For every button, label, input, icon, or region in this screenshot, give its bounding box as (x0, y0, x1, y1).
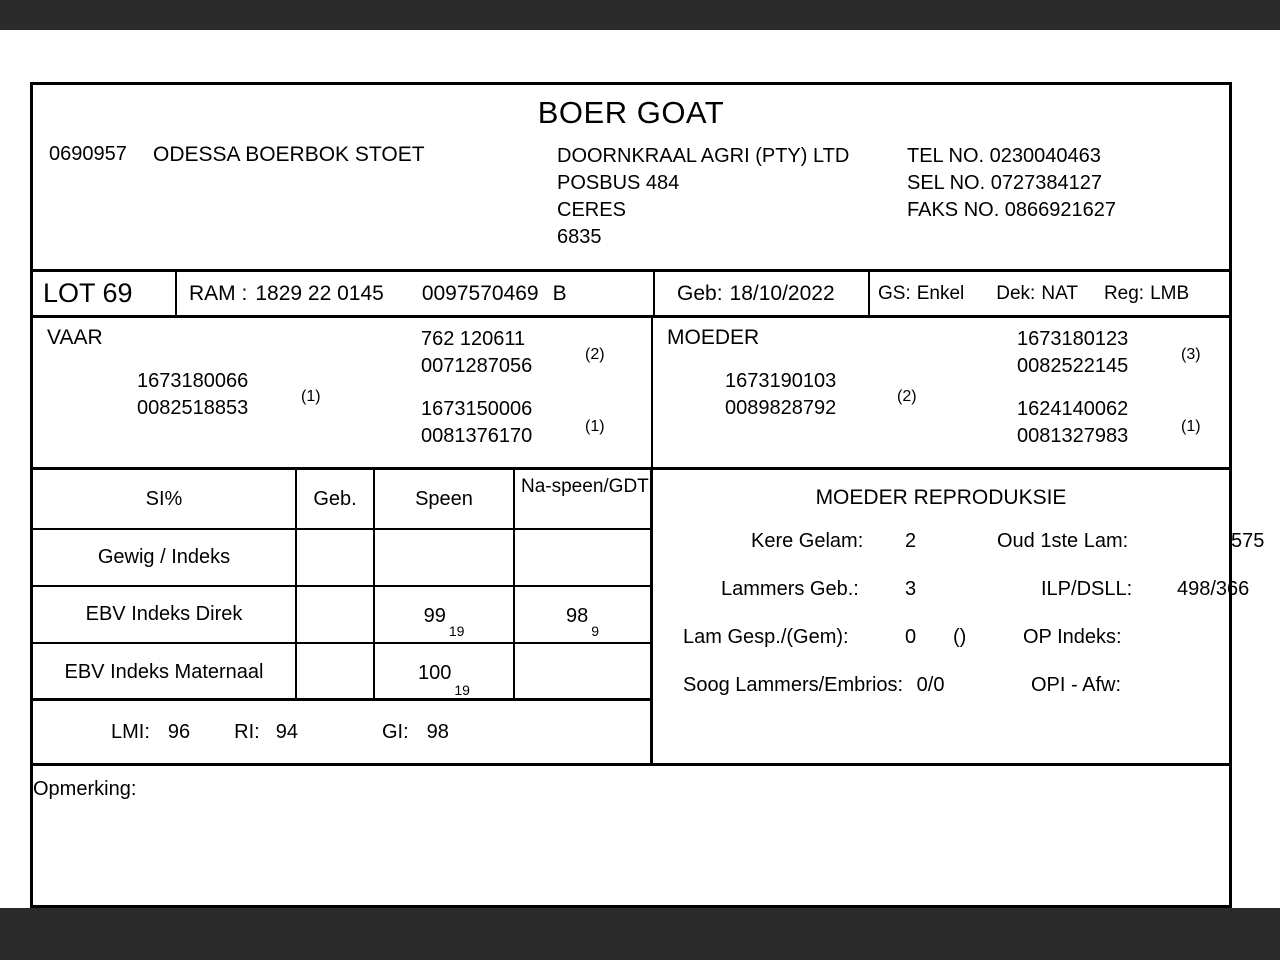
reg-value: LMB (1150, 282, 1190, 304)
dam-id-2: 0089828792 (725, 397, 837, 419)
lam-gesp-gem: () (953, 626, 967, 648)
stats-header-row (33, 470, 650, 530)
dam-note: (2) (897, 388, 917, 405)
stats-row-ebv-maternal (33, 644, 650, 701)
lot-number: LOT 69 (43, 278, 133, 308)
reg-label: Reg: (1103, 282, 1145, 304)
stats-table (33, 470, 653, 763)
stats-row-ebv-direct-geb (295, 587, 373, 642)
repro-row-soog (653, 674, 1229, 722)
kere-gelam-label: Kere Gelam: (751, 530, 864, 552)
lammers-geb-value: 3 (905, 578, 917, 600)
gs-value: Enkel (916, 282, 965, 304)
kere-gelam-value: 2 (905, 530, 917, 552)
ri-label: RI: (234, 720, 260, 743)
contact-details (907, 143, 1116, 224)
sire-ids (137, 368, 248, 422)
sire-heading: VAAR (47, 326, 103, 349)
ram-registration-number: 0097570469 (421, 281, 539, 305)
lower-section (33, 467, 1265, 763)
cell-number: SEL NO. 0727384127 (907, 172, 1102, 194)
sire-sire-ids (421, 326, 532, 380)
stats-col-speen: Speen (373, 470, 513, 528)
dam-dam-id-1: 1624140062 (1017, 398, 1129, 420)
repro-row-kere-gelam (653, 530, 1265, 578)
birth-date-value: 18/10/2022 (729, 281, 835, 305)
index-summary-row (33, 701, 653, 763)
stats-row-ebv-maternal-label: EBV Indeks Maternaal (64, 661, 264, 683)
stats-row-ebv-direct-label: EBV Indeks Direk (85, 603, 243, 625)
dam-reproduction-panel (653, 470, 1265, 763)
stats-row-weight-geb (295, 530, 373, 585)
dam-sire-id-1: 1673180123 (1017, 328, 1129, 350)
lmi-value: 96 (167, 720, 191, 743)
ram-class: B (552, 281, 567, 305)
op-indeks-label: OP Indeks: (1023, 626, 1122, 648)
sire-dam-id-2: 0081376170 (421, 425, 533, 447)
opi-afw-label: OPI - Afw: (1031, 674, 1122, 696)
stats-row-ebv-direct (33, 587, 650, 644)
birth-type-cell (868, 272, 1229, 315)
sire-id-2: 0082518853 (137, 397, 249, 419)
header-block (33, 131, 1229, 269)
sire-sire-note: (2) (585, 346, 605, 363)
lam-gesp-label: Lam Gesp./(Gem): (683, 626, 849, 648)
stats-col-geb: Geb. (295, 470, 373, 528)
repro-row-lam-gesp (653, 626, 1229, 674)
pedigree-certificate-card (30, 82, 1265, 908)
owner-line-1: DOORNKRAAL AGRI (PTY) LTD (557, 145, 850, 167)
dek-value: NAT (1041, 282, 1078, 304)
dam-ids (725, 368, 836, 422)
repro-row-lammers-geb (653, 578, 1250, 626)
owner-address (557, 143, 887, 251)
page-title: BOER GOAT (537, 95, 725, 130)
soog-lammers-label: Soog Lammers/Embrios: 0/0 (683, 674, 945, 696)
stats-row-ebv-maternal-naspeen (513, 644, 650, 701)
dam-dam-ids (1017, 396, 1128, 450)
stats-row-ebv-maternal-speen: 100 19 (373, 644, 513, 701)
sire-sire-id-2: 0071287056 (421, 355, 533, 377)
remark-section (33, 763, 1229, 891)
animal-identity (175, 272, 653, 315)
stats-row-weight-naspeen (513, 530, 650, 585)
sire-id-1: 1673180066 (137, 370, 249, 392)
gi-value: 98 (426, 720, 449, 743)
fax-number: FAKS NO. 0866921627 (907, 199, 1117, 221)
birth-date-label: Geb: (677, 281, 723, 305)
tel-number: TEL NO. 0230040463 (907, 145, 1101, 167)
stud-name: ODESSA BOERBOK STOET (153, 143, 425, 166)
lmi-label: LMI: (111, 720, 150, 743)
dam-sire-ids (1017, 326, 1128, 380)
stats-col-si: SI% (145, 487, 183, 510)
gi-label: GI: (381, 720, 409, 743)
dam-sire-id-2: 0082522145 (1017, 355, 1129, 377)
soog-lammers-value: 0/0 (916, 674, 945, 696)
repro-title: MOEDER REPRODUKSIE (815, 486, 1067, 509)
remark-label: Opmerking: (33, 778, 137, 800)
owner-line-4: 6835 (557, 226, 602, 248)
sire-dam-id-1: 1673150006 (421, 398, 533, 420)
pedigree-divider (651, 318, 653, 467)
sire-sire-id-1: 762 120611 (421, 328, 526, 350)
ri-value: 94 (275, 720, 298, 743)
birth-date-cell (653, 272, 868, 315)
stats-row-weight-speen (373, 530, 513, 585)
stats-table-box (33, 470, 653, 701)
dam-id-1: 1673190103 (725, 370, 837, 392)
dek-label: Dek: (996, 282, 1036, 304)
ram-tag-number: 1829 22 0145 (255, 281, 384, 305)
owner-line-3: CERES (557, 199, 626, 221)
lot-row (33, 269, 1229, 315)
lam-gesp-value: 0 (905, 626, 917, 648)
stats-row-ebv-maternal-geb (295, 644, 373, 701)
stats-row-ebv-direct-naspeen: 98 9 (513, 587, 650, 642)
oud-1ste-lam-value: 575 (1231, 530, 1265, 552)
ram-label: RAM : (189, 281, 248, 305)
ilp-dsll-value: 498/366 (1177, 578, 1250, 600)
lammers-geb-label: Lammers Geb.: (721, 578, 859, 600)
dam-dam-note: (1) (1181, 418, 1201, 435)
pedigree-block (33, 315, 1229, 467)
stats-row-weight-label: Gewig / Indeks (97, 546, 231, 568)
stats-col-naspeen: Na-speen/GDT (513, 470, 650, 528)
dam-sire-note: (3) (1181, 346, 1201, 363)
oud-1ste-lam-label: Oud 1ste Lam: (997, 530, 1129, 552)
sire-dam-ids (421, 396, 532, 450)
gs-label: GS: (878, 282, 911, 304)
sire-note: (1) (301, 388, 321, 405)
dam-heading: MOEDER (667, 326, 760, 349)
owner-line-2: POSBUS 484 (557, 172, 680, 194)
registration-number: 0690957 (49, 143, 127, 165)
stats-row-weight (33, 530, 650, 587)
ilp-dsll-label: ILP/DSLL: (1041, 578, 1133, 600)
stats-row-ebv-direct-speen: 99 19 (373, 587, 513, 642)
dam-dam-id-2: 0081327983 (1017, 425, 1129, 447)
sire-dam-note: (1) (585, 418, 605, 435)
